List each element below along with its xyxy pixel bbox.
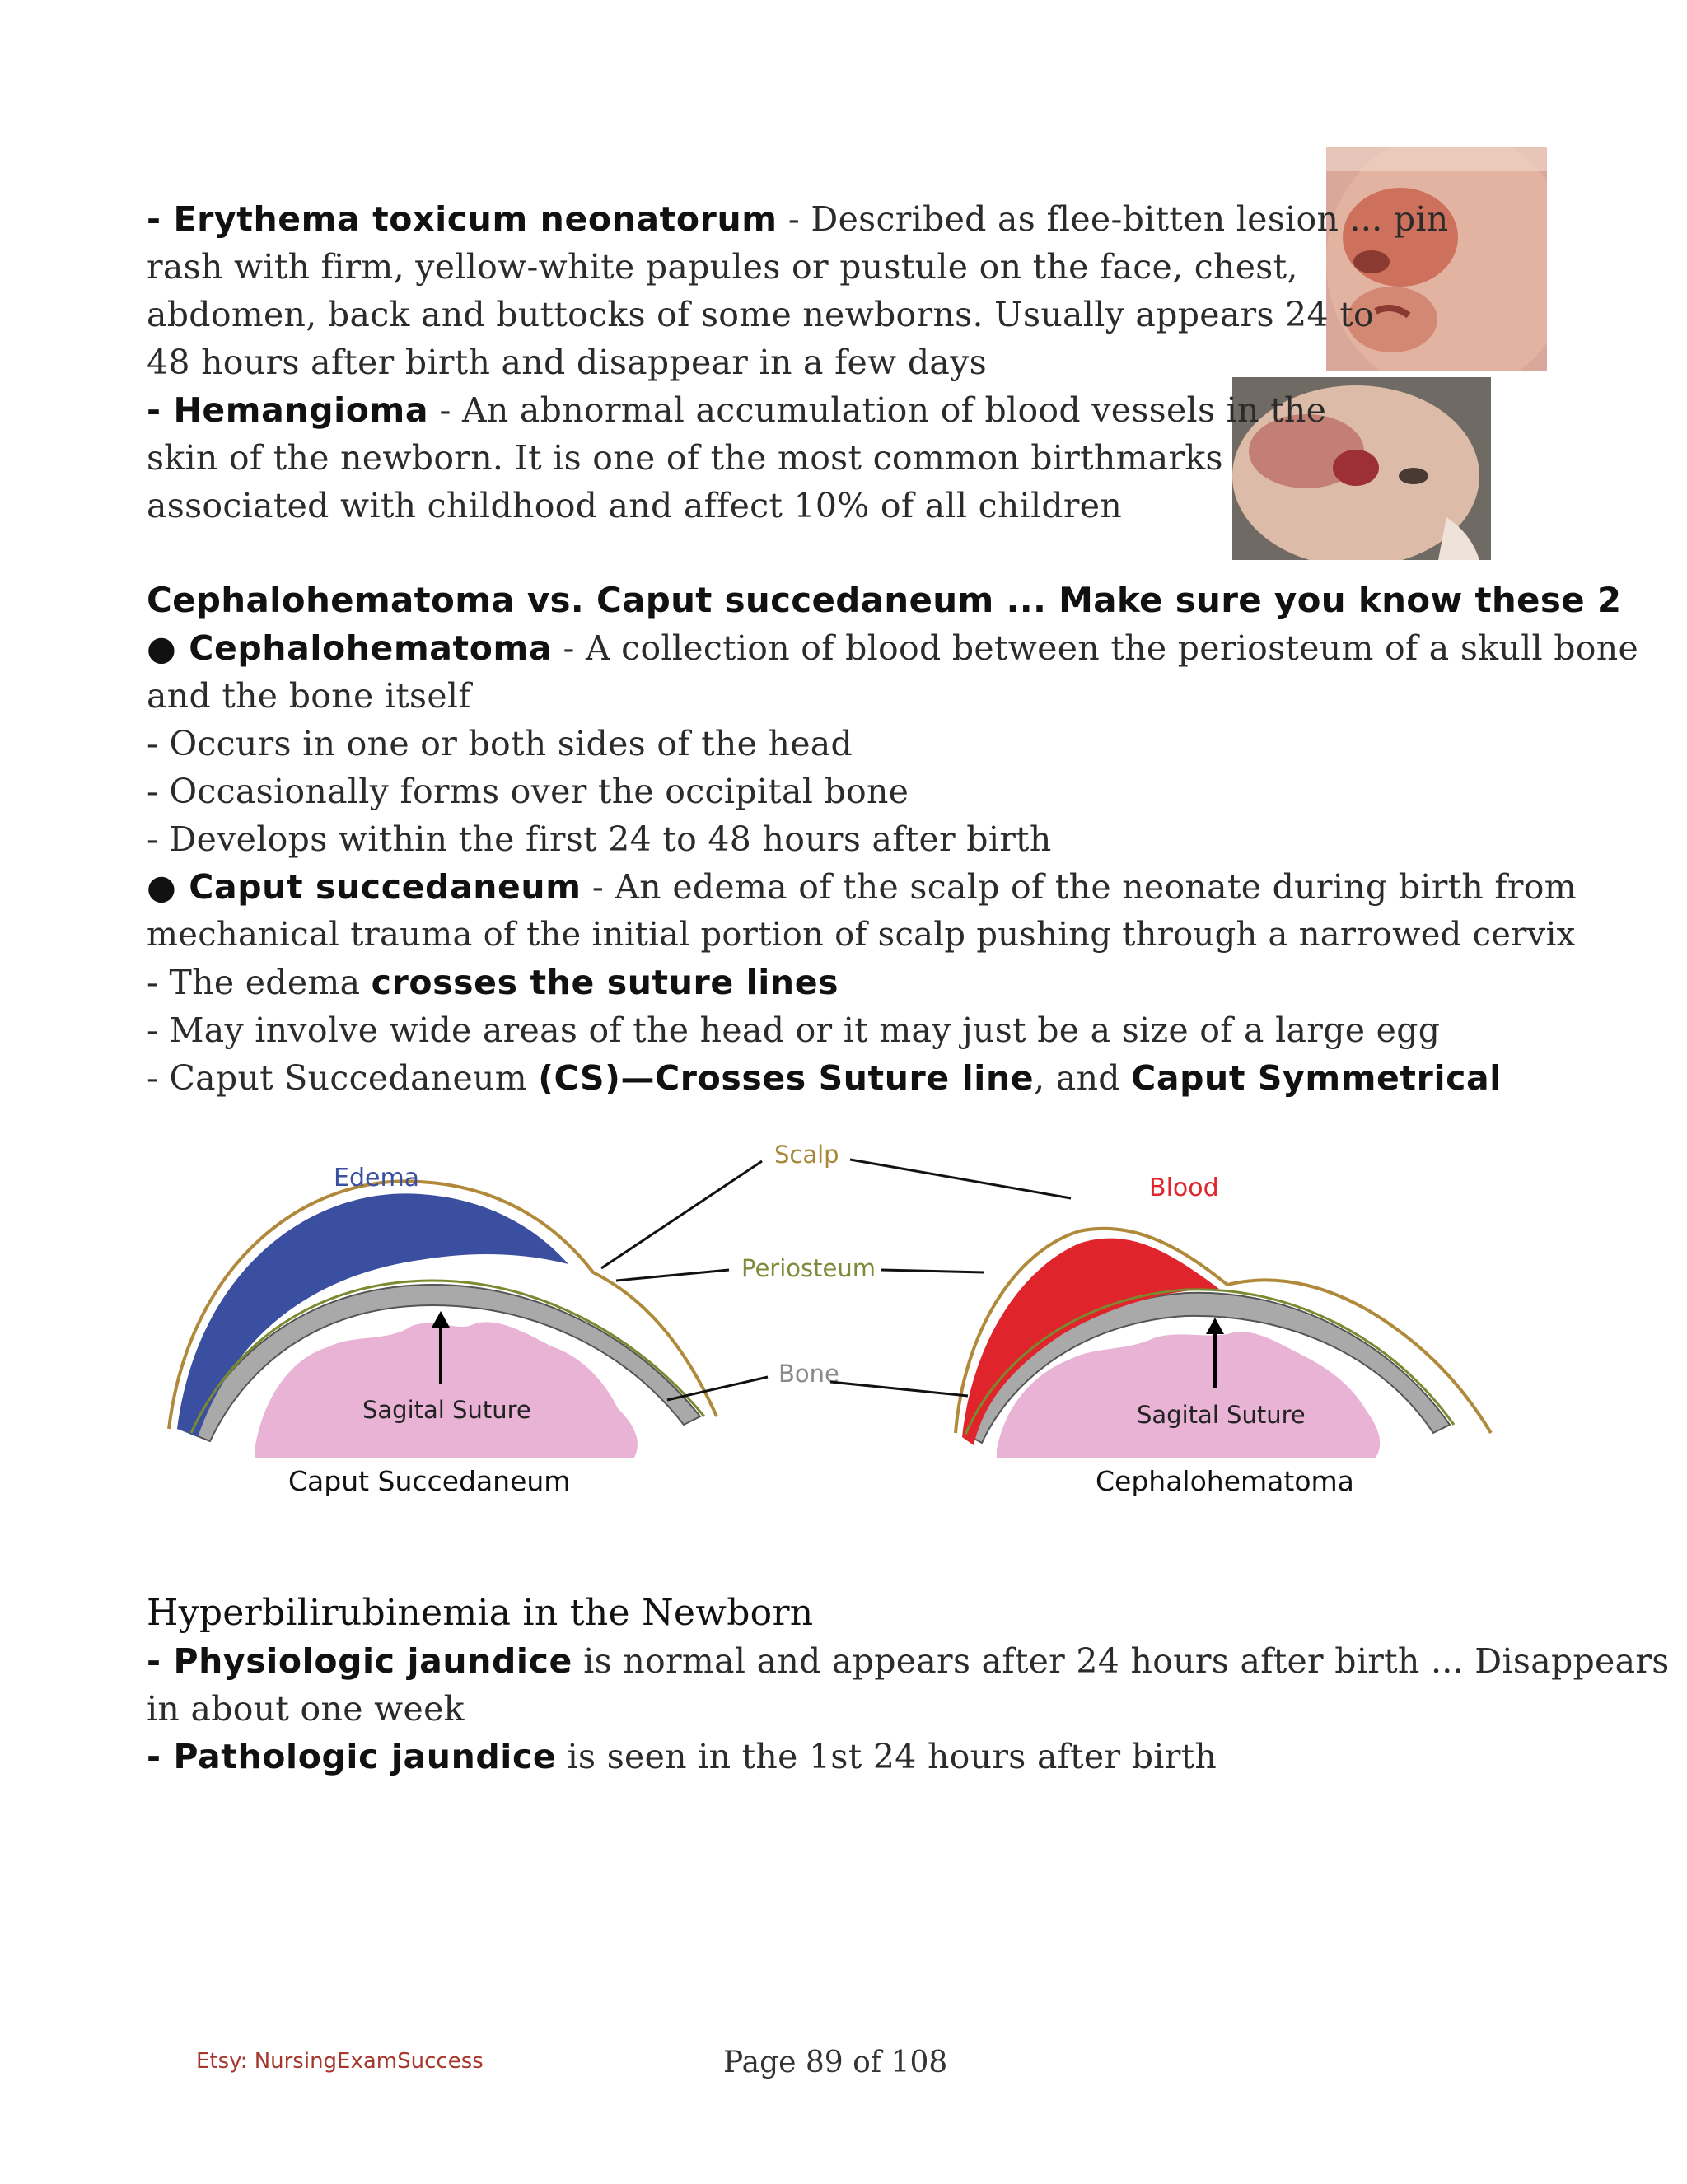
caput-bullet-3 <box>147 1054 1502 1102</box>
leader-scalp-right <box>850 1160 1071 1198</box>
leader-periosteum-right <box>881 1270 984 1272</box>
erythema-desc: - Described as flee-bitten lesion ... pin <box>777 199 1449 239</box>
leader-bone-left <box>667 1377 768 1400</box>
caput-bullet-2: - May involve wide areas of the head or it may just be a size of a large egg <box>147 1010 1441 1050</box>
patho-line <box>147 1733 1217 1780</box>
caput-bullet-1 <box>147 959 839 1006</box>
hemangioma-title: - Hemangioma <box>147 390 429 430</box>
ceph-title: ● Cephalohematoma <box>147 628 553 668</box>
label-edema: Edema <box>334 1164 420 1192</box>
hemangioma-line-2: skin of the newborn. It is one of the most common birthmarks <box>147 438 1223 478</box>
arrowhead-right <box>1206 1318 1224 1334</box>
physio-line-1 <box>147 1637 1670 1685</box>
physio-line-2: in about one week <box>147 1689 465 1729</box>
hemangioma-line-1 <box>147 386 1326 434</box>
caput-diagram <box>169 1164 717 1497</box>
erythema-title: - Erythema toxicum neonatorum <box>147 199 778 239</box>
erythema-line-3: abdomen, back and buttocks of some newborns. Usually appears 24 to <box>147 295 1374 334</box>
caput-bullet-3-bold-2: Caput Symmetrical <box>1131 1058 1502 1098</box>
label-sagital-left: Sagital Suture <box>362 1396 531 1424</box>
caput-desc: - An edema of the scalp of the neonate during birth from <box>581 867 1577 907</box>
ceph-line-2: and the bone itself <box>147 676 471 716</box>
caput-line-2: mechanical trauma of the initial portion of scalp pushing through a narrowed cervix <box>147 916 1576 954</box>
caput-bullet-1-bold: crosses the suture lines <box>371 963 839 1002</box>
ceph-caput-heading: Cephalohematoma vs. Caput succedaneum ... Make sure you know these 2 <box>147 580 1622 620</box>
brain-left <box>255 1322 638 1458</box>
caput-bullet-1-pre: - The edema <box>147 963 372 1002</box>
ceph-bullet-1: - Occurs in one or both sides of the head <box>147 724 853 763</box>
label-sagital-right: Sagital Suture <box>1137 1401 1306 1429</box>
ceph-bullet-3: - Develops within the first 24 to 48 hours after birth <box>147 819 1052 859</box>
page-number: Page 89 of 108 <box>723 2046 948 2079</box>
caput-line-1 <box>147 863 1577 911</box>
caput-bullet-3-mid: , and <box>1034 1058 1132 1098</box>
label-blood: Blood <box>1149 1174 1219 1202</box>
footer-etsy: Etsy: NursingExamSuccess <box>196 2049 484 2074</box>
scalp-swelling-diagram <box>140 1128 1532 1507</box>
hemangioma-line-3: associated with childhood and affect 10% of all children <box>147 486 1123 525</box>
erythema-line-1 <box>147 195 1448 243</box>
arrowhead-left <box>432 1311 450 1328</box>
cephalohematoma-diagram <box>956 1174 1491 1497</box>
erythema-line-2: rash with firm, yellow-white papules or pustule on the face, chest, <box>147 247 1298 287</box>
leader-bone-right <box>830 1382 968 1396</box>
erythema-line-4: 48 hours after birth and disappear in a few days <box>147 343 987 382</box>
label-periosteum: Periosteum <box>741 1254 876 1282</box>
patho-title: - Pathologic jaundice <box>147 1737 557 1776</box>
physio-title: - Physiologic jaundice <box>147 1641 572 1681</box>
caput-bullet-3-pre: - Caput Succedaneum <box>147 1058 539 1098</box>
ceph-line-1 <box>147 624 1638 672</box>
caption-cephalohematoma: Cephalohematoma <box>1096 1465 1354 1497</box>
ceph-desc: - A collection of blood between the periosteum of a skull bone <box>552 628 1639 668</box>
ceph-bullet-2: - Occasionally forms over the occipital bone <box>147 772 909 811</box>
label-bone: Bone <box>778 1360 839 1388</box>
label-scalp: Scalp <box>774 1141 839 1169</box>
hyper-heading: Hyperbilirubinemia in the Newborn <box>147 1592 814 1634</box>
caput-bullet-3-bold-1: (CS)—Crosses Suture line <box>538 1058 1035 1098</box>
caput-title: ● Caput succedaneum <box>147 867 582 907</box>
leader-scalp-left <box>601 1161 762 1268</box>
hemangioma-desc: - An abnormal accumulation of blood vessels in the <box>428 390 1327 430</box>
patho-desc: is seen in the 1st 24 hours after birth <box>556 1737 1217 1776</box>
leader-periosteum-left <box>616 1270 729 1281</box>
physio-desc: is normal and appears after 24 hours after birth ... Disappears <box>572 1641 1670 1681</box>
caption-caput: Caput Succedaneum <box>288 1465 571 1497</box>
